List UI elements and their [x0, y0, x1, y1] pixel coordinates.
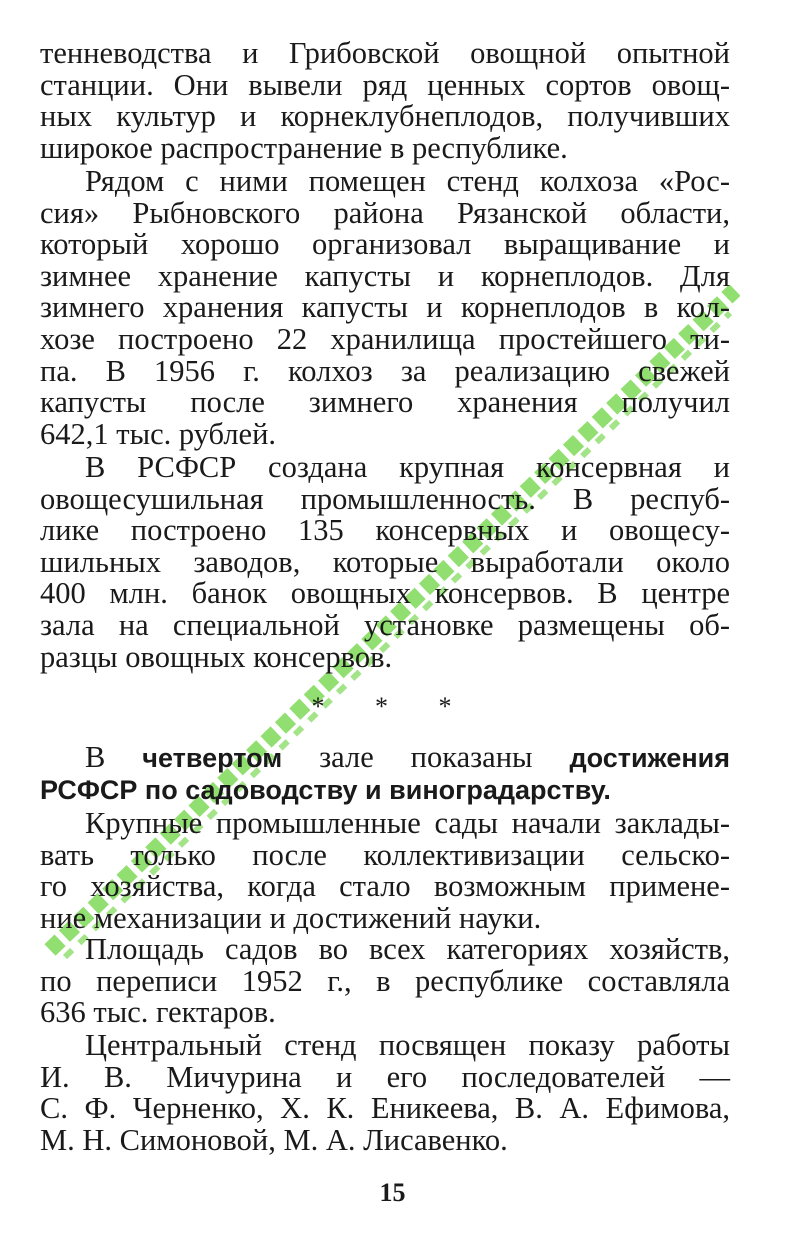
paragraph-canning-industry [40, 452, 730, 673]
text-line: 636 тыс. гектаров. [40, 995, 276, 1030]
page-number: 15 [379, 1178, 406, 1207]
paragraph-fourth-hall [40, 742, 730, 806]
text-line: широкое распространение в республике. [40, 130, 568, 165]
text-line: лике построено 135 консервных и овощесу- [40, 513, 730, 548]
text-run: В [85, 740, 143, 774]
text-line: по переписи 1952 г., в республике составляла [40, 963, 730, 998]
text-line [40, 742, 730, 775]
text-line: овощесушильная промышленность. В респуб- [40, 481, 730, 516]
text-line: тенневодства и Грибовской овощной опытной [40, 36, 730, 70]
text-line: 400 млн. банок овощных консервов. В центре [40, 576, 730, 611]
paragraph-russia-kolkhoz [40, 166, 730, 450]
paragraph-continuation [40, 38, 730, 164]
text-line: зала на специальной установке размещены об- [40, 607, 730, 642]
text-line: Центральный стенд посвящен показу работы [85, 1028, 730, 1062]
text-line: который хорошо организовал выращивание и [40, 227, 730, 262]
paragraph-michurin-stand [40, 1030, 730, 1156]
text-line: шильных заводов, которые выработали около [40, 544, 730, 579]
text-line: вать только после коллективизации сельско- [40, 837, 730, 872]
text-line: разцы овощных консервов. [40, 639, 393, 674]
text-line: зимнего хранения капусты и корнеплодов в кол- [40, 290, 730, 325]
text-line: В РСФСР создана крупная консервная и [85, 450, 730, 484]
text-line: зимнее хранение капусты и корнеплодов. Для [40, 258, 730, 293]
section-separator: * * * [311, 692, 474, 721]
bold-text: четвертом [142, 743, 283, 773]
text-line: станции. Они вывели ряд ценных сортов овощ- [40, 67, 730, 102]
bold-text-line: РСФСР по садоводству и виноградарству. [40, 774, 611, 805]
text-line: сия» Рыбновского района Рязанской области, [40, 195, 730, 230]
text-line: Крупные промышленные сады начали заклады- [85, 806, 730, 840]
paragraph-orchards [40, 808, 730, 934]
text-line: хозе построено 22 хранилища простейшего ти- [40, 321, 730, 356]
text-line: Площадь садов во всех категориях хозяйств, [85, 932, 730, 966]
text-run: зале показаны [282, 740, 570, 774]
bold-text: достижения [569, 743, 731, 773]
text-line: ных культур и корнеклубнеплодов, получивших [40, 99, 730, 134]
text-line: го хозяйства, когда стало возможным примене- [40, 869, 730, 904]
text-line: капусты после зимнего хранения получил [40, 385, 730, 420]
text-line: Рядом с ними помещен стенд колхоза «Рос- [85, 164, 730, 198]
text-line: ние механизации и достижений науки. [40, 900, 542, 935]
text-line: 642,1 тыс. рублей. [40, 416, 277, 451]
paragraph-orchard-area [40, 934, 730, 1029]
text-line: С. Ф. Черненко, Х. К. Еникеева, В. А. Ефимова, [40, 1091, 730, 1126]
text-line: па. В 1956 г. колхоз за реализацию свежей [40, 353, 730, 388]
text-line: И. В. Мичурина и его последователей — [40, 1059, 730, 1094]
text-line: М. Н. Симоновой, М. А. Лисавенко. [40, 1122, 508, 1157]
